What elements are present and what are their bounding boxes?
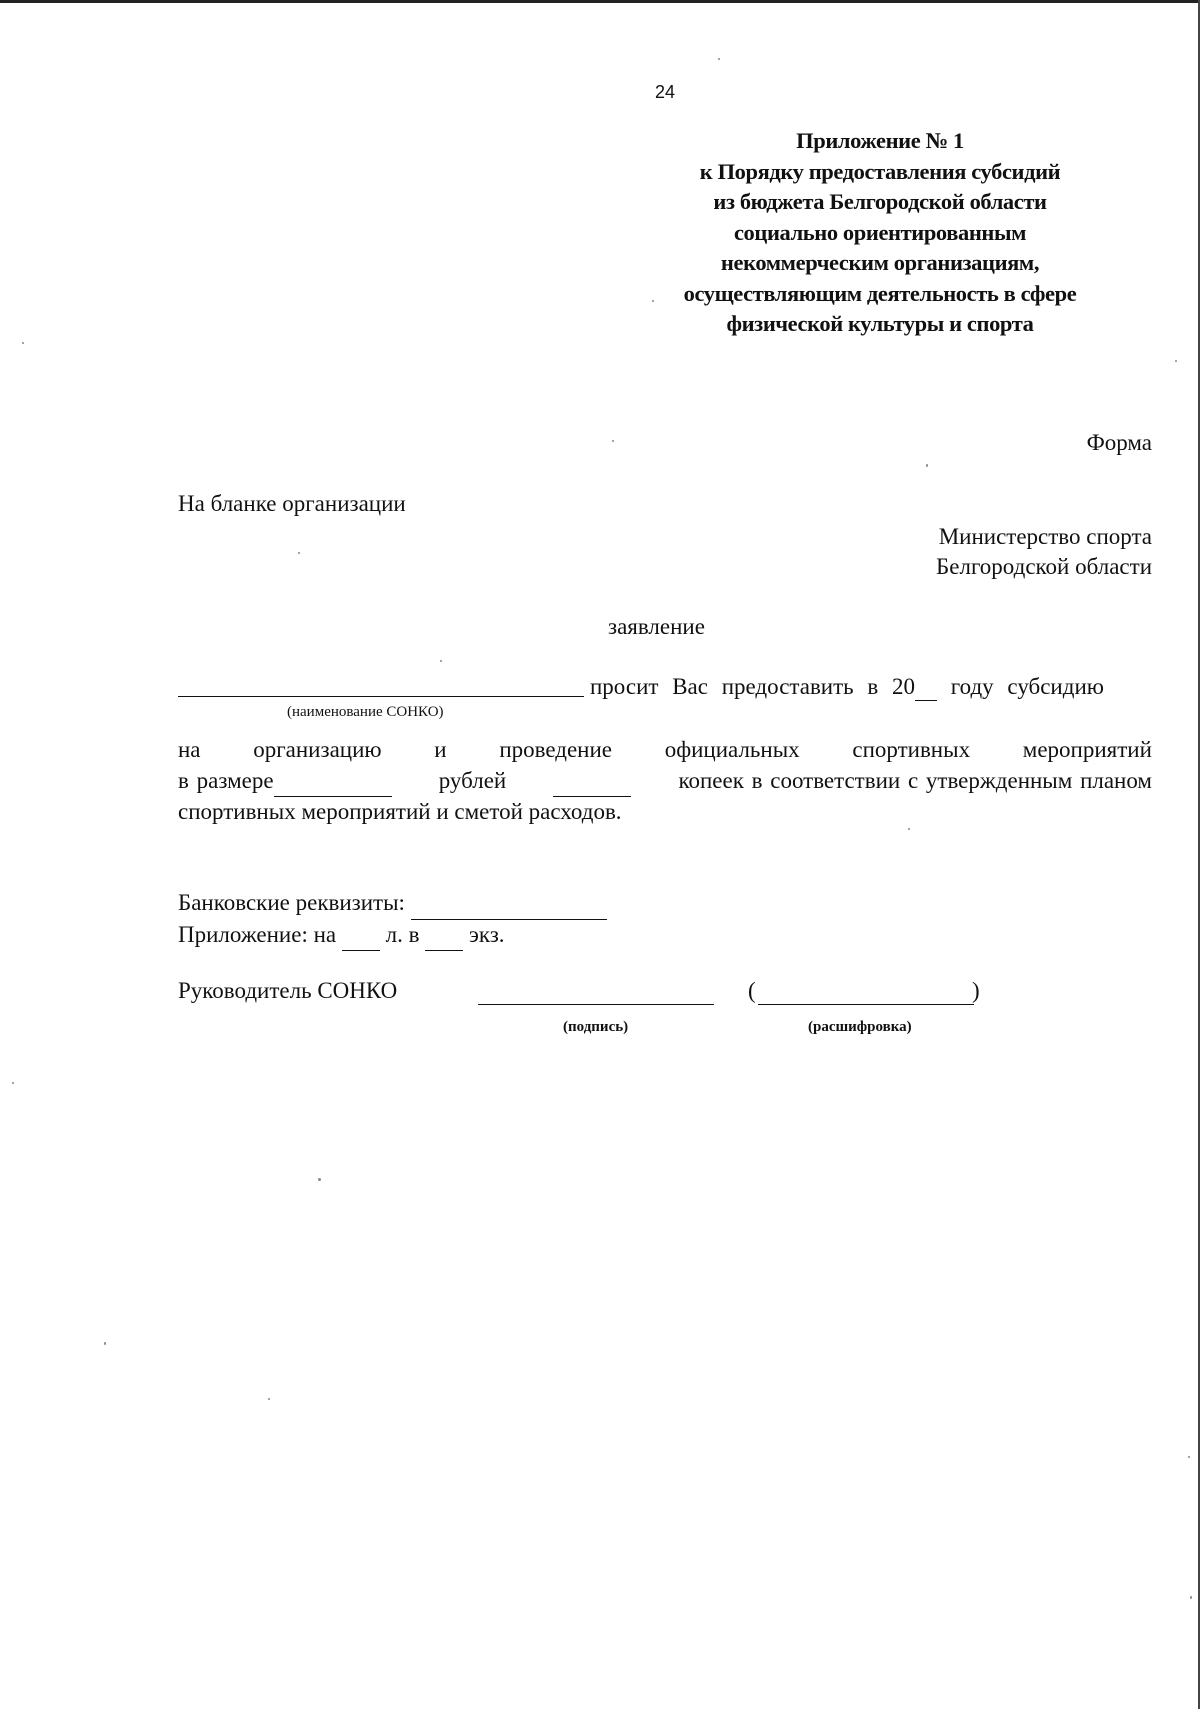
- amount-group: [178, 766, 392, 798]
- copies-blank[interactable]: [425, 920, 463, 952]
- rubles-label: рублей: [438, 767, 507, 793]
- letterhead-note: На бланке организации: [178, 491, 406, 516]
- kopecks-blank[interactable]: [553, 766, 631, 798]
- year-blank[interactable]: [915, 674, 937, 701]
- request-text: [590, 674, 1104, 701]
- page-edge-top: [0, 0, 1200, 3]
- decode-paren-open: (: [748, 978, 756, 1003]
- request-text-after-year: году субсидию: [950, 674, 1104, 699]
- amount-prefix: в размере: [178, 767, 274, 793]
- signature-label: Руководитель СОНКО: [178, 978, 398, 1003]
- attachment-mid: л. в: [385, 921, 420, 947]
- scan-speck: [652, 300, 654, 302]
- request-text-before-year: просит Вас предоставить в 20: [590, 674, 916, 699]
- signature-blank[interactable]: [478, 1004, 714, 1005]
- paragraph-word: спортивных: [852, 737, 971, 762]
- scan-speck: [12, 1082, 14, 1084]
- scan-speck: [318, 1178, 321, 1181]
- decode-blank[interactable]: [758, 1004, 974, 1005]
- paragraph-word: на: [178, 737, 201, 762]
- addressee-line: Министерство спорта: [938, 524, 1152, 549]
- appendix-line: из бюджета Белгородской области: [713, 189, 1047, 214]
- scan-speck: [22, 342, 24, 344]
- appendix-line: Приложение № 1: [796, 128, 964, 153]
- scan-speck: [718, 58, 720, 60]
- appendix-line: некоммерческим организациям,: [720, 250, 1040, 275]
- bank-requisites-blank[interactable]: [411, 888, 607, 920]
- attachment-prefix: Приложение: на: [178, 921, 337, 947]
- appendix-header: [640, 126, 1120, 340]
- appendix-line: физической культуры и спорта: [726, 311, 1034, 336]
- scan-speck: [440, 660, 442, 662]
- request-paragraph: [178, 735, 1152, 828]
- bank-requisites-label: Банковские реквизиты:: [178, 890, 405, 915]
- paragraph-word: и: [434, 737, 447, 762]
- appendix-line: социально ориентированным: [733, 219, 1027, 245]
- paragraph-line-2: [178, 766, 1152, 798]
- sheets-blank[interactable]: [342, 920, 380, 952]
- scan-speck: [1175, 360, 1177, 362]
- paragraph-line-3: спортивных мероприятий и сметой расходов.: [178, 799, 622, 824]
- decode-hint: (расшифровка): [808, 1019, 912, 1035]
- organization-name-hint: (наименование СОНКО): [287, 704, 444, 720]
- form-label: Форма: [1086, 430, 1152, 455]
- attachment-suffix: экз.: [468, 921, 505, 947]
- appendix-line: осуществляющим деятельность в сфере: [683, 280, 1077, 306]
- decode-paren-close: ): [972, 978, 980, 1003]
- request-row: [178, 674, 1152, 706]
- addressee: [936, 522, 1152, 582]
- rubles-blank[interactable]: [274, 766, 392, 798]
- scan-speck: [104, 1342, 106, 1345]
- document-title: заявление: [608, 614, 705, 639]
- scan-speck: [908, 828, 910, 830]
- scan-speck: [1190, 1596, 1192, 1599]
- bank-section: [178, 888, 607, 951]
- paragraph-word: официальных: [664, 737, 800, 762]
- appendix-line: к Порядку предоставления субсидий: [699, 158, 1061, 184]
- scan-speck: [1188, 1456, 1190, 1458]
- scan-speck: [612, 440, 614, 442]
- addressee-line: Белгородской области: [936, 554, 1152, 579]
- paragraph-word: организацию: [253, 737, 382, 762]
- attachment-row: [178, 920, 607, 952]
- signature-row: [178, 978, 1152, 1012]
- scan-speck: [268, 1398, 270, 1400]
- page-number: 24: [654, 82, 676, 102]
- paragraph-word: проведение: [499, 737, 612, 762]
- scan-speck: [298, 552, 300, 554]
- paragraph-line-1: [178, 735, 1152, 766]
- scan-speck: [926, 464, 928, 467]
- kopecks-text: копеек в соответствии с утвержденным планом: [678, 767, 1152, 793]
- organization-name-blank[interactable]: [178, 696, 584, 697]
- signature-hint: (подпись): [563, 1019, 629, 1035]
- bank-requisites-row: [178, 888, 607, 920]
- paragraph-word: мероприятий: [1022, 737, 1152, 762]
